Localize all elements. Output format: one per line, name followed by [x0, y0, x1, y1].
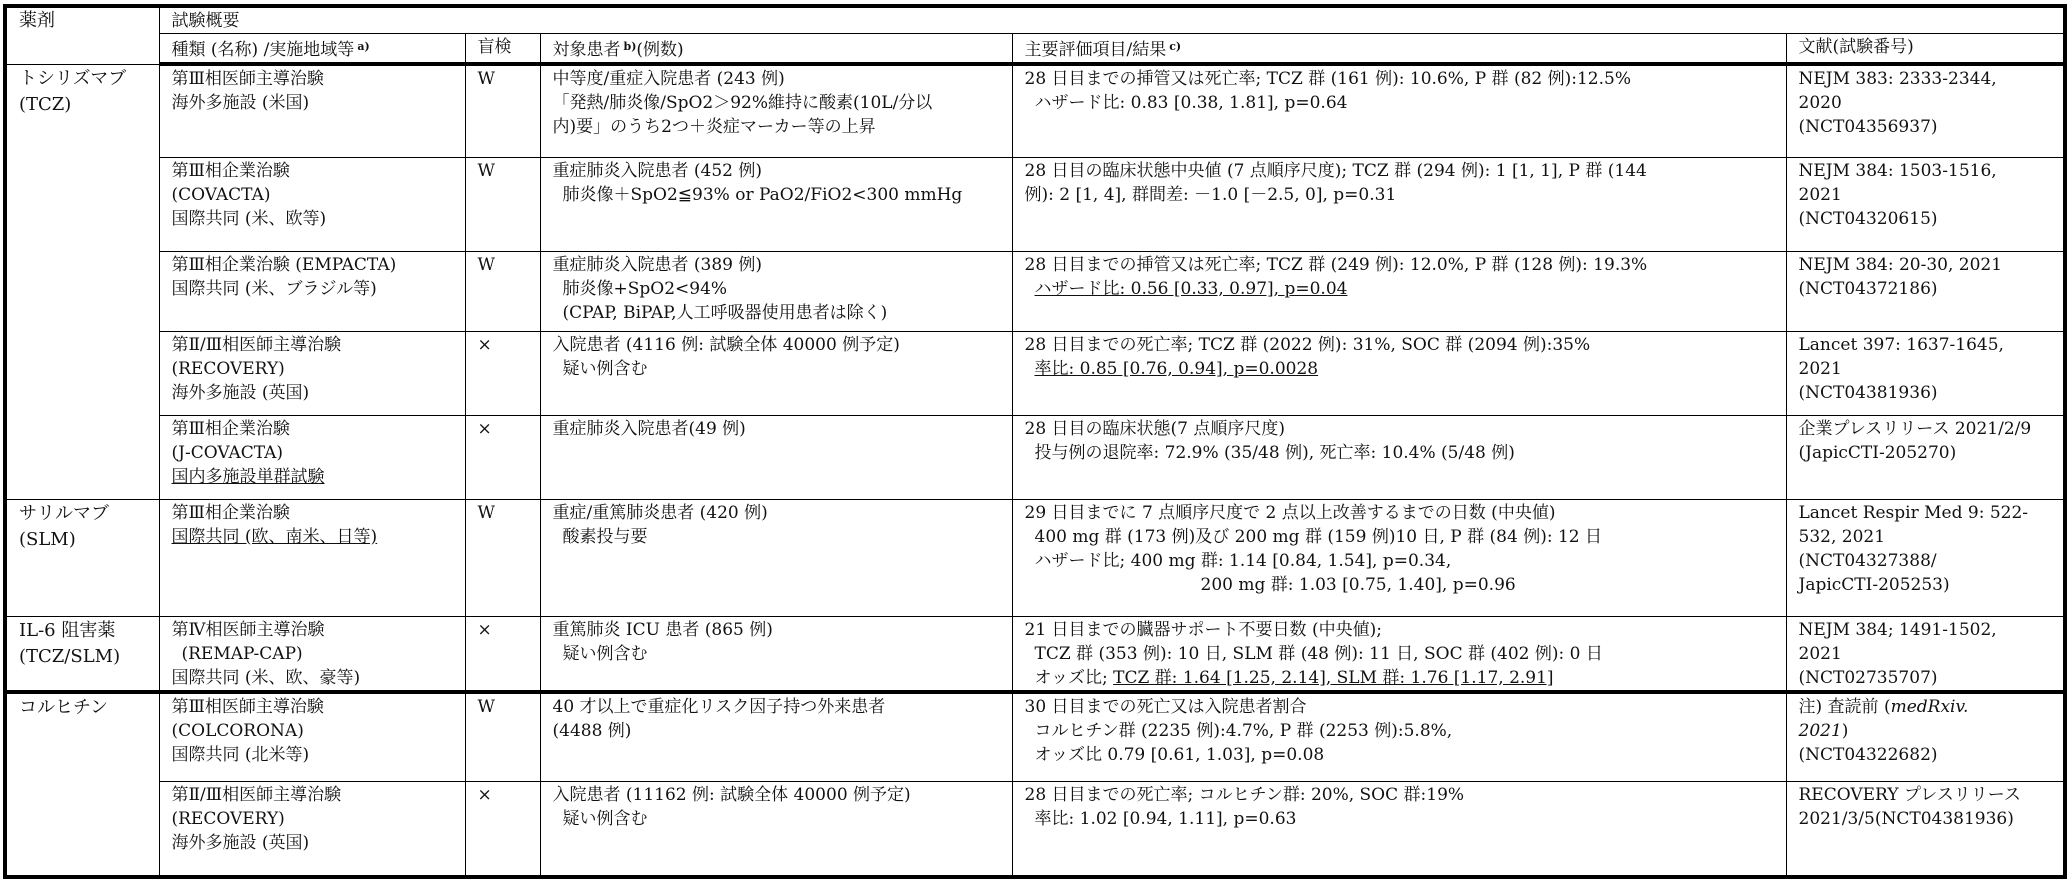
- footnote-a: a): [357, 40, 370, 53]
- trial-type-cell: 第Ⅲ相企業治験 国際共同 (欧、南米、日等): [159, 499, 465, 616]
- footnote-c: c): [1169, 40, 1182, 53]
- patients-column-header: 対象患者 $^{b)}$(例数): [540, 34, 1012, 65]
- significant-result: ハザード比: 0.56 [0.33, 0.97], p=0.04: [1034, 278, 1348, 299]
- drug-cell-tocilizumab: トシリズマブ (TCZ): [5, 64, 159, 499]
- table-row: [5, 692, 2065, 782]
- blind-cell: W: [465, 251, 540, 331]
- patients-cell: 重篤肺炎 ICU 患者 (865 例) 疑い例含む: [540, 616, 1012, 692]
- trial-type-cell: 第Ⅲ相企業治験 (J-COVACTA) 国内多施設単群試験: [159, 415, 465, 499]
- table-row: [5, 251, 2065, 331]
- table-row: [5, 157, 2065, 251]
- patients-cell: 重症肺炎入院患者(49 例): [540, 415, 1012, 499]
- reference-cell: 企業プレスリリース 2021/2/9 (JapicCTI-205270): [1786, 415, 2065, 499]
- significant-result: 率比: 0.85 [0.76, 0.94], p=0.0028: [1034, 358, 1319, 379]
- blind-column-header: 盲検: [465, 34, 540, 65]
- drug-cell-il6-inhibitors: IL-6 阻害薬 (TCZ/SLM): [5, 616, 159, 692]
- header-row-columns: [5, 34, 2065, 65]
- table-row: [5, 616, 2065, 692]
- patients-cell: 重症肺炎入院患者 (389 例) 肺炎像+SpO2<94% (CPAP, BiPAP,人工呼吸器使用患者は除く): [540, 251, 1012, 331]
- trial-type-cell: 第Ⅲ相企業治験 (COVACTA) 国際共同 (米、欧等): [159, 157, 465, 251]
- endpoint-cell: 28 日目までの死亡率; TCZ 群 (2022 例): 31%, SOC 群 (2094 例):35% 率比: 0.85 [0.76, 0.94], p=0.0028: [1012, 331, 1786, 415]
- trial-type-cell: 第Ⅲ相医師主導治験 (COLCORONA) 国際共同 (北米等): [159, 692, 465, 782]
- reference-cell: 注) 査読前 (medRxiv. 2021) (NCT04322682): [1786, 692, 2065, 782]
- trial-type-cell: 第Ⅲ相医師主導治験 海外多施設 (米国): [159, 64, 465, 157]
- blind-cell: ×: [465, 331, 540, 415]
- patients-cell: 重症肺炎入院患者 (452 例) 肺炎像＋SpO2≦93% or PaO2/FiO2<300 mmHg: [540, 157, 1012, 251]
- overview-header: 試験概要: [159, 6, 2065, 34]
- patients-cell: 入院患者 (11162 例: 試験全体 40000 例予定) 疑い例含む: [540, 782, 1012, 877]
- patients-cell: 中等度/重症入院患者 (243 例) 「発熱/肺炎像/SpO2＞92%維持に酸素(10L/分以 内)要」のうち2つ＋炎症マーカー等の上昇: [540, 64, 1012, 157]
- reference-cell: NEJM 384: 20-30, 2021 (NCT04372186): [1786, 251, 2065, 331]
- reference-cell: Lancet Respir Med 9: 522- 532, 2021 (NCT04327388/ JapicCTI-205253): [1786, 499, 2065, 616]
- table-row: [5, 331, 2065, 415]
- endpoint-cell: 28 日目までの死亡率; コルヒチン群: 20%, SOC 群:19% 率比: 1.02 [0.94, 1.11], p=0.63: [1012, 782, 1786, 877]
- reference-column-header: 文献(試験番号): [1786, 34, 2065, 65]
- reference-cell: Lancet 397: 1637-1645, 2021 (NCT04381936): [1786, 331, 2065, 415]
- clinical-trials-table: [3, 4, 2067, 879]
- blind-cell: ×: [465, 415, 540, 499]
- patients-cell: 入院患者 (4116 例: 試験全体 40000 例予定) 疑い例含む: [540, 331, 1012, 415]
- blind-cell: ×: [465, 616, 540, 692]
- reference-cell: NEJM 384; 1491-1502, 2021 (NCT02735707): [1786, 616, 2065, 692]
- endpoint-cell: 28 日目の臨床状態中央値 (7 点順序尺度); TCZ 群 (294 例): 1 [1, 1], P 群 (144 例): 2 [1, 4], 群間差: －1.0 [－2.5, 0], p=0.31: [1012, 157, 1786, 251]
- trial-type-cell: 第Ⅱ/Ⅲ相医師主導治験 (RECOVERY) 海外多施設 (英国): [159, 782, 465, 877]
- type-column-header: 種類 (名称) /実施地域等 $^{a)}$: [159, 34, 465, 65]
- drug-cell-sarilumab: サリルマブ (SLM): [5, 499, 159, 616]
- table-row: [5, 499, 2065, 616]
- reference-cell: NEJM 384: 1503-1516, 2021 (NCT04320615): [1786, 157, 2065, 251]
- trial-type-cell: 第Ⅱ/Ⅲ相医師主導治験 (RECOVERY) 海外多施設 (英国): [159, 331, 465, 415]
- endpoint-column-header: 主要評価項目/結果 $^{c)}$: [1012, 34, 1786, 65]
- endpoint-cell: 28 日目までの挿管又は死亡率; TCZ 群 (249 例): 12.0%, P 群 (128 例): 19.3% ハザード比: 0.56 [0.33, 0.97], p=0.04: [1012, 251, 1786, 331]
- reference-cell: RECOVERY プレスリリース 2021/3/5(NCT04381936): [1786, 782, 2065, 877]
- endpoint-cell: 29 日目までに 7 点順序尺度で 2 点以上改善するまでの日数 (中央値) 400 mg 群 (173 例)及び 200 mg 群 (159 例)10 日, P 群 (84 例): 12 日 ハザード比; 400 mg 群: 1.14 [0.84, 1.54], p=0.34, 200 mg 群: 1.03 [0.75, 1.40], p=0.96: [1012, 499, 1786, 616]
- blind-cell: W: [465, 692, 540, 782]
- endpoint-cell: 21 日目までの臓器サポート不要日数 (中央値); TCZ 群 (353 例): 10 日, SLM 群 (48 例): 11 日, SOC 群 (402 例): 0 日 オッズ比; TCZ 群: 1.64 [1.25, 2.14], SLM 群: 1.76 [1.17, 2.91]: [1012, 616, 1786, 692]
- endpoint-cell: 30 日目までの死亡又は入院患者割合 コルヒチン群 (2235 例):4.7%, P 群 (2253 例):5.8%, オッズ比 0.79 [0.61, 1.03], p=0.08: [1012, 692, 1786, 782]
- endpoint-cell: 28 日目までの挿管又は死亡率; TCZ 群 (161 例): 10.6%, P 群 (82 例):12.5% ハザード比: 0.83 [0.38, 1.81], p=0.64: [1012, 64, 1786, 157]
- blind-cell: W: [465, 157, 540, 251]
- trial-type-cell: 第Ⅲ相企業治験 (EMPACTA) 国際共同 (米、ブラジル等): [159, 251, 465, 331]
- trial-type-cell: 第Ⅳ相医師主導治験 (REMAP-CAP) 国際共同 (米、欧、豪等): [159, 616, 465, 692]
- header-row-top: [5, 6, 2065, 34]
- drug-column-header: 薬剤: [5, 6, 159, 64]
- table-row: [5, 782, 2065, 877]
- blind-cell: W: [465, 499, 540, 616]
- significant-result: TCZ 群: 1.64 [1.25, 2.14], SLM 群: 1.76 [1.17, 2.91]: [1113, 667, 1554, 688]
- drug-cell-colchicine: コルヒチン: [5, 692, 159, 877]
- table-row: [5, 415, 2065, 499]
- footnote-b: b): [623, 40, 637, 53]
- patients-cell: 40 才以上で重症化リスク因子持つ外来患者 (4488 例): [540, 692, 1012, 782]
- blind-cell: W: [465, 64, 540, 157]
- reference-cell: NEJM 383: 2333-2344, 2020 (NCT04356937): [1786, 64, 2065, 157]
- table-row: [5, 64, 2065, 157]
- patients-cell: 重症/重篤肺炎患者 (420 例) 酸素投与要: [540, 499, 1012, 616]
- blind-cell: ×: [465, 782, 540, 877]
- endpoint-cell: 28 日目の臨床状態(7 点順序尺度) 投与例の退院率: 72.9% (35/48 例), 死亡率: 10.4% (5/48 例): [1012, 415, 1786, 499]
